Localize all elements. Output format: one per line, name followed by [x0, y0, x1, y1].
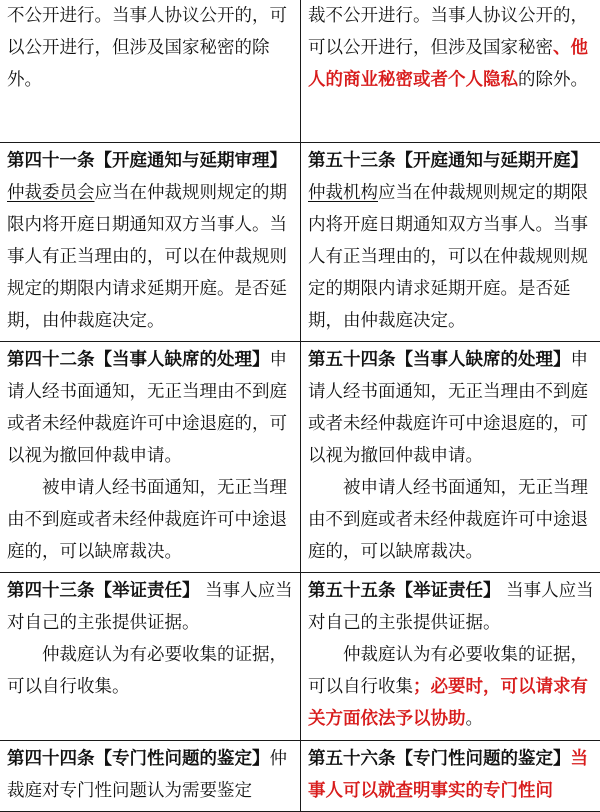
changed-term: 仲裁委员会 — [7, 183, 95, 203]
new-law-paragraph — [308, 639, 594, 735]
new-law-cell — [301, 341, 600, 572]
old-law-paragraph: 被申请人经书面通知，无正当理由不到庭或者未经仲裁庭许可中途退庭的，可以缺席裁决。 — [7, 472, 293, 568]
table-row — [0, 740, 600, 811]
article-body: 应当在仲裁规则规定的期限内将开庭日期通知双方当事人。当事人有正当理由的，可以在仲裁规则规定的期限内请求延期开庭。是否延期，由仲裁庭决定。 — [308, 183, 588, 331]
new-law-text — [308, 575, 594, 639]
article-heading: 第四十二条【当事人缺席的处理】 — [7, 350, 270, 370]
article-heading: 第五十六条【专门性问题的鉴定】 — [308, 749, 571, 769]
old-law-cell — [0, 142, 301, 341]
added-text: 、他人的商业秘密或者个人隐私 — [308, 38, 588, 90]
article-body: 应当在仲裁规则规定的期限内将开庭日期通知双方当事人。当事人有正当理由的，可以在仲裁规则规定的期限内请求延期开庭。是否延期，由仲裁庭决定。 — [7, 183, 287, 331]
old-law-text — [7, 575, 293, 639]
article-heading: 第五十三条【开庭通知与延期开庭】 — [308, 151, 588, 171]
changed-term: 仲裁机构 — [308, 183, 378, 203]
article-heading: 第四十四条【专门性问题的鉴定】 — [7, 749, 270, 769]
article-body: 仲裁庭认为有必要收集的证据，可以自行收集 — [308, 645, 588, 697]
old-law-text — [7, 743, 293, 807]
new-law-text — [308, 743, 594, 807]
old-law-paragraph: 仲裁庭认为有必要收集的证据，可以自行收集。 — [7, 639, 293, 703]
new-law-cell — [301, 0, 600, 142]
new-law-cell — [301, 740, 600, 811]
article-body: 当事人应当对自己的主张提供证据。 — [308, 581, 594, 633]
new-law-text-b: 的除外。 — [518, 70, 588, 90]
added-text: 当事人可以就查明事实的专门性问 — [308, 749, 588, 801]
table-row — [0, 341, 600, 572]
old-law-cell — [0, 740, 301, 811]
new-law-cell — [301, 572, 600, 740]
old-law-text — [7, 145, 293, 337]
old-law-text — [7, 344, 293, 472]
new-law-text-a: 裁不公开进行。当事人协议公开的，可以公开进行，但涉及国家秘密 — [308, 6, 588, 58]
article-heading: 第四十一条【开庭通知与延期审理】 — [7, 151, 287, 171]
new-law-cell — [301, 142, 600, 341]
new-law-text — [308, 0, 594, 96]
article-heading: 第五十四条【当事人缺席的处理】 — [308, 350, 571, 370]
table-row — [0, 142, 600, 341]
new-law-paragraph: 被申请人经书面通知，无正当理由不到庭或者未经仲裁庭许可中途退庭的，可以缺席裁决。 — [308, 472, 594, 568]
article-body: 当事人应当对自己的主张提供证据。 — [7, 581, 293, 633]
old-law-text: 不公开进行。当事人协议公开的，可以公开进行，但涉及国家秘密的除外。 — [7, 0, 293, 96]
old-law-cell — [0, 572, 301, 740]
article-body: 申请人经书面通知，无正当理由不到庭或者未经仲裁庭许可中途退庭的，可以视为撤回仲裁申请。 — [308, 350, 588, 466]
table-row — [0, 0, 600, 142]
new-law-text — [308, 145, 594, 337]
article-heading: 第五十五条【举证责任】 — [308, 581, 501, 601]
article-body: 申请人经书面通知，无正当理由不到庭或者未经仲裁庭许可中途退庭的，可以视为撤回仲裁申请。 — [7, 350, 287, 466]
old-law-cell — [0, 0, 301, 142]
article-body-end: 。 — [466, 709, 484, 729]
article-body: 仲裁庭对专门性问题认为需要鉴定 — [7, 749, 287, 801]
table-row — [0, 572, 600, 740]
added-text: ；必要时，可以请求有关方面依法予以协助 — [308, 677, 588, 729]
new-law-text — [308, 344, 594, 472]
article-heading: 第四十三条【举证责任】 — [7, 581, 200, 601]
old-law-cell — [0, 341, 301, 572]
